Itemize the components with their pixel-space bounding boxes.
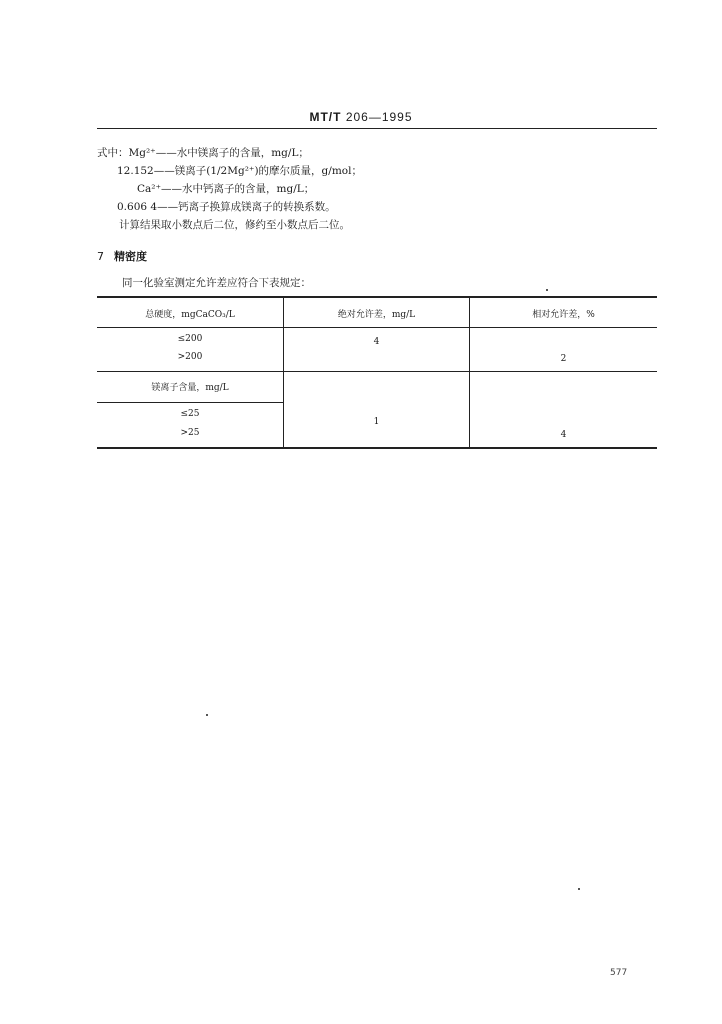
header-bottom-rule — [97, 327, 657, 328]
magnesium-row-gt25: >25 — [180, 428, 200, 438]
legend-line-1: 式中：Mg²⁺——水中镁离子的含量，mg/L； — [97, 147, 309, 159]
magnesium-label: 镁离子含量，mg/L — [151, 383, 229, 393]
standard-number: 206—1995 — [345, 110, 413, 124]
hardness-row-le200: ≤200 — [177, 334, 203, 344]
section-title: 精密度 — [114, 250, 147, 263]
legend-line-5: 计算结果取小数点后二位，修约至小数点后二位。 — [119, 219, 350, 231]
page-number: 577 — [610, 968, 628, 978]
scan-speck — [546, 289, 548, 291]
scan-speck — [578, 888, 580, 890]
table-top-rule — [97, 296, 657, 298]
table-bottom-rule — [97, 447, 657, 449]
subheader-rule — [97, 402, 283, 403]
header-total-hardness: 总硬度，mgCaCO₃/L — [145, 310, 235, 320]
magnesium-absolute-value: 1 — [373, 417, 380, 427]
magnesium-row-le25: ≤25 — [180, 409, 200, 419]
hardness-row-gt200: >200 — [177, 352, 203, 362]
header-relative-tolerance: 相对允许差，% — [532, 310, 595, 320]
group-divider-rule — [97, 371, 657, 372]
hardness-relative-value: 2 — [560, 354, 567, 364]
section-heading — [97, 248, 147, 264]
header-rule — [97, 128, 657, 129]
page-header — [0, 110, 722, 124]
legend-line-3: Ca²⁺——水中钙离子的含量，mg/L； — [137, 183, 315, 195]
standard-code: MT/T — [309, 110, 342, 124]
hardness-absolute-value: 4 — [373, 337, 380, 347]
legend-line-2: 12.152——镁离子(1/2Mg²⁺)的摩尔质量，g/mol； — [117, 165, 362, 177]
intro-text: 同一化验室测定允许差应符合下表规定： — [122, 277, 311, 289]
section-number: 7 — [97, 250, 104, 263]
legend-line-4: 0.606 4——钙离子换算成镁离子的转换系数。 — [117, 201, 336, 213]
header-absolute-tolerance: 绝对允许差，mg/L — [337, 310, 416, 320]
precision-table — [97, 296, 657, 448]
magnesium-relative-value: 4 — [560, 430, 567, 440]
scan-speck — [206, 714, 208, 716]
